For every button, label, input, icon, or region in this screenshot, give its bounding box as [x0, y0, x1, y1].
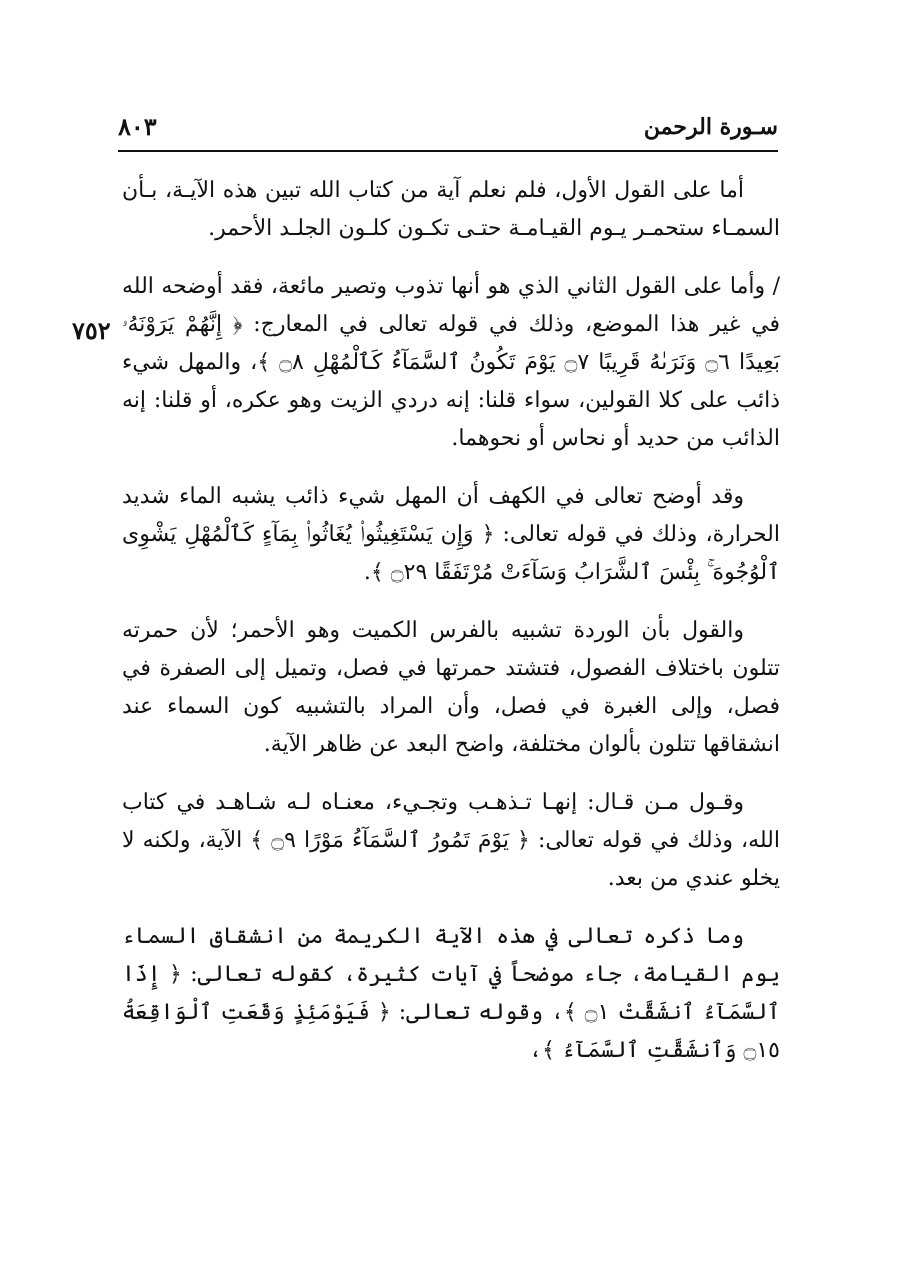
paragraph-5: وقـول مـن قـال: إنهـا تـذهـب وتجـيء، معنـاه لـه شـاهـد في كتاب الله، وذلك في قوله تعالى: ﴿ يَوْمَ تَمُورُ ٱلسَّمَآءُ مَوْرًا ۝٩ ﴾ الآية، ولكنه لا يخلو عندي من بعد. — [122, 790, 781, 891]
paragraph-4: والقول بأن الوردة تشبيه بالفرس الكميت وهو الأحمر؛ لأن حمرته تتلون باختلاف الفصول، فتشتد حمرتها في فصل، وتميل إلى الصفرة في فصل، وإلى الغبرة في فصل، وأن المراد بالتشبيه كون السماء عند انشقاقها تتلون بألوان مختلفة، واضح البعد عن ظاهر الآية. — [122, 618, 780, 757]
paragraph-3: وقد أوضح تعالى في الكهف أن المهل شيء ذائب يشبه الماء شديد الحرارة، وذلك في قوله تعالى: ﴿ وَإِن يَسْتَغِيثُوا۟ يُغَاثُوا۟ بِمَآءٍ كَٱلْمُهْلِ يَشْوِى ٱلْوُجُوهَ ۚ بِئْسَ ٱلشَّرَابُ وَسَآءَتْ مُرْتَفَقًا ۝٢٩ ﴾. — [122, 484, 780, 585]
page-body — [122, 172, 780, 1090]
page-header — [118, 110, 778, 150]
paragraph-2: / وأما على القول الثاني الذي هو أنها تذوب وتصير مائعة، فقد أوضحه الله في غير هذا الموضع، وذلك في قوله تعالى في المعارج: ﴿ إِنَّهُمْ يَرَوْنَهُۥ بَعِيدًا ۝٦ وَنَرَىٰهُ قَرِيبًا ۝٧ يَوْمَ تَكُونُ ٱلسَّمَآءُ كَٱلْمُهْلِ ۝٨ ﴾، والمهل شيء ذائب على كلا القولين، سواء قلنا: إنه دردي الزيت وهو عكره، أو قلنا: إنه الذائب من حديد أو نحاس أو نحوهما. — [122, 274, 781, 451]
marginal-page-reference: ٧٥٢ — [72, 316, 111, 345]
surah-title: سـورة الرحمن — [643, 114, 778, 140]
paragraph-6: وما ذكره تعالى في هذه الآية الكريمة من انشقاق السماء يوم القيامة، جاء موضحاً في آيات كثيرة، كقوله تعالى: ﴿ إِذَا ٱلسَّمَآءُ ٱنشَقَّتْ ۝١ ﴾، وقوله تعالى: ﴿ فَيَوْمَئِذٍ وَقَعَتِ ٱلْوَاقِعَةُ ۝١٥ وَٱنشَقَّتِ ٱلسَّمَآءُ ﴾، — [122, 924, 780, 1063]
page-number: ٨٠٣ — [118, 112, 157, 141]
paragraph-1: أما على القول الأول، فلم نعلم آية من كتاب الله تبين هذه الآيـة، بـأن السمـاء ستحمـر يـوم القيـامـة حتـى تكـون كلـون الجلـد الأحمر. — [122, 178, 780, 241]
header-divider — [118, 150, 778, 152]
